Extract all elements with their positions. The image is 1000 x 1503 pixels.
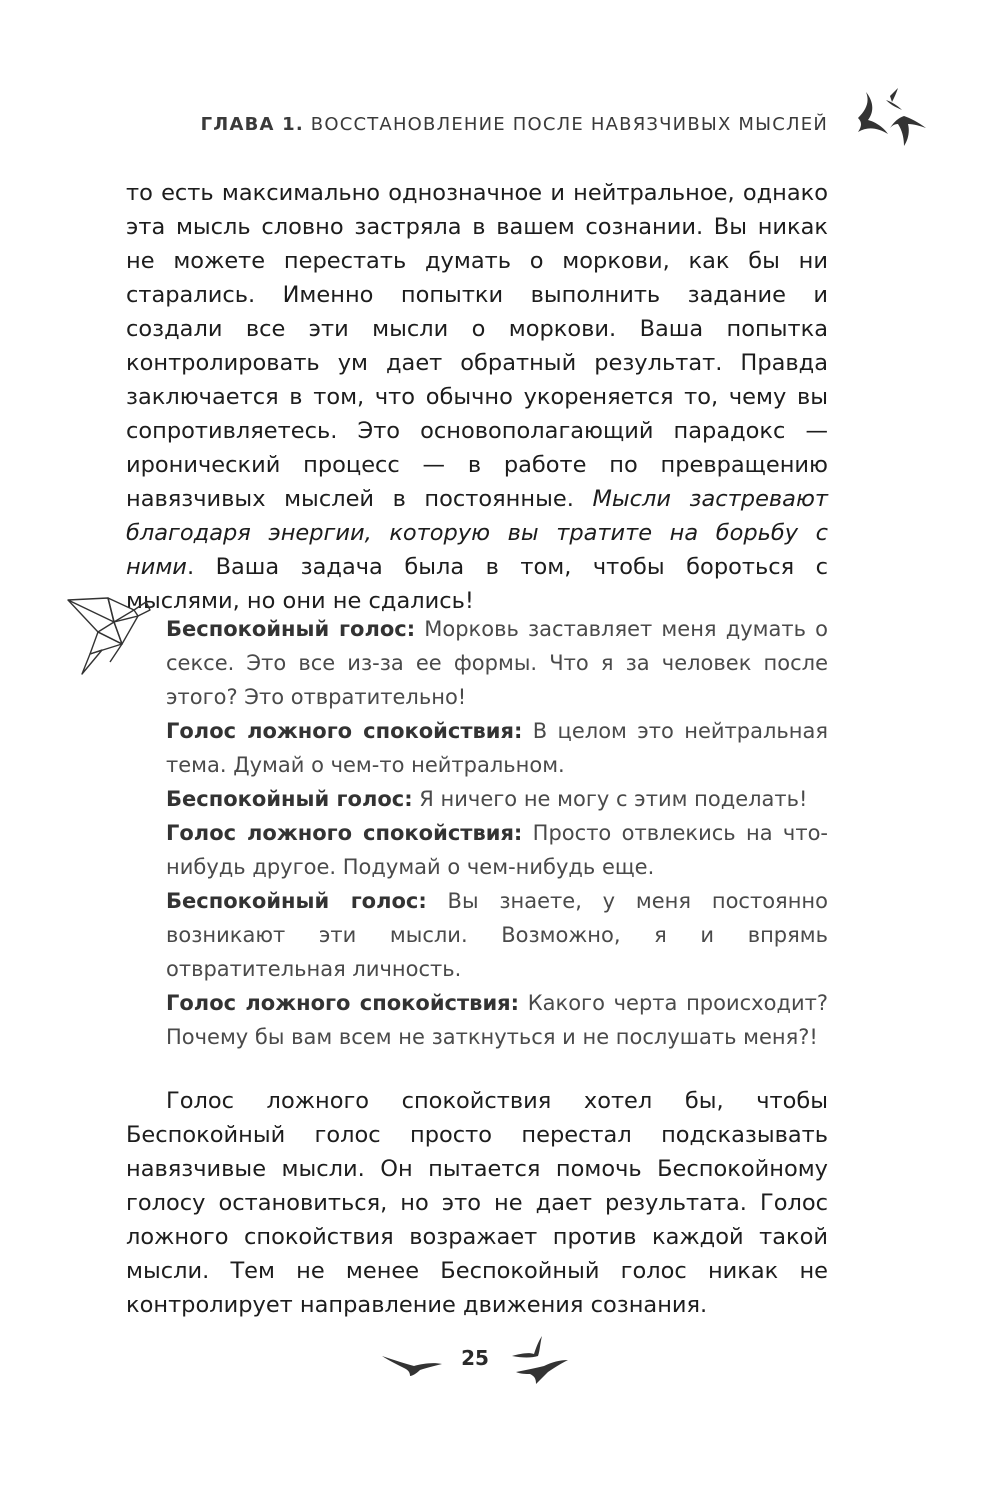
flying-bird-icon bbox=[380, 1350, 444, 1376]
dialog-text: Морковь заставляет меня думать о сексе. Это все из-за ее формы. Что я за человек после этого? Это отвратительно! bbox=[166, 617, 828, 709]
origami-bird-icon bbox=[64, 588, 156, 678]
dialog-line bbox=[166, 782, 828, 816]
dialog-text: Просто отвлекись на что-нибудь другое. Подумай о чем-нибудь еще. bbox=[166, 821, 828, 879]
speaker-label: Голос ложного спокойствия: bbox=[166, 991, 520, 1015]
paragraph-1-text-end: . Ваша задача была в том, чтобы бороться с мыслями, но они не сдались! bbox=[126, 554, 828, 614]
speaker-label: Беспокойный голос: bbox=[166, 787, 413, 811]
speaker-label: Голос ложного спокойствия: bbox=[166, 719, 523, 743]
paragraph-2 bbox=[126, 1084, 828, 1322]
dialog-text: Какого черта происходит? Почему бы вам всем не заткнуться и не послушать меня?! bbox=[166, 991, 828, 1049]
dialog-line bbox=[166, 612, 828, 714]
speaker-label: Беспокойный голос: bbox=[166, 889, 427, 913]
paragraph-1 bbox=[126, 176, 828, 618]
speaker-label: Голос ложного спокойствия: bbox=[166, 821, 523, 845]
chapter-label: ГЛАВА 1. bbox=[200, 114, 304, 135]
paragraph-1-italic: Мысли застревают благодаря энергии, которую вы тратите на борьбу с ними bbox=[126, 486, 829, 580]
dialog-block bbox=[166, 612, 828, 1054]
dialog-line bbox=[166, 884, 828, 986]
dialog-line bbox=[166, 714, 828, 782]
dialog-line bbox=[166, 986, 828, 1054]
flying-birds-icon bbox=[508, 1336, 570, 1384]
dialog-text: Вы знаете, у меня постоянно возникают эти мысли. Возможно, я и впрямь отвратительная личность. bbox=[166, 889, 829, 981]
running-header bbox=[201, 114, 828, 135]
dialog-line bbox=[166, 816, 828, 884]
paragraph-1-text-start: то есть максимально однозначное и нейтральное, однако эта мысль словно застряла в вашем сознании. Вы никак не можете перестать думать о моркови, как бы ни старались. Именно попытки выполнить задание и создали все эти мысли о моркови. Ваша попытка контролировать ум дает обратный результат. Правда заключается в том, что обычно укореняется то, чему вы сопротивляетесь. Это основополагающий парадокс — иронический процесс — в работе по превращению навязчивых мыслей в постоянные. bbox=[126, 180, 828, 512]
dialog-text: В целом это нейтральная тема. Думай о чем-то нейтральном. bbox=[166, 719, 828, 777]
paragraph-2-text: Голос ложного спокойствия хотел бы, чтобы Беспокойный голос просто перестал подсказывать навязчивые мысли. Он пытается помочь Беспокойному голосу остановиться, но это не дает результата. Голос ложного спокойствия возражает против каждой такой мысли. Тем не менее Беспокойный голос никак не контролирует направление движения сознания. bbox=[126, 1088, 828, 1318]
dialog-text: Я ничего не могу с этим поделать! bbox=[412, 787, 808, 811]
speaker-label: Беспокойный голос: bbox=[166, 617, 416, 641]
chapter-title: ВОССТАНОВЛЕНИЕ ПОСЛЕ НАВЯЗЧИВЫХ МЫСЛЕЙ bbox=[310, 114, 828, 135]
flying-birds-icon bbox=[848, 88, 934, 152]
page-number: 25 bbox=[461, 1346, 489, 1370]
